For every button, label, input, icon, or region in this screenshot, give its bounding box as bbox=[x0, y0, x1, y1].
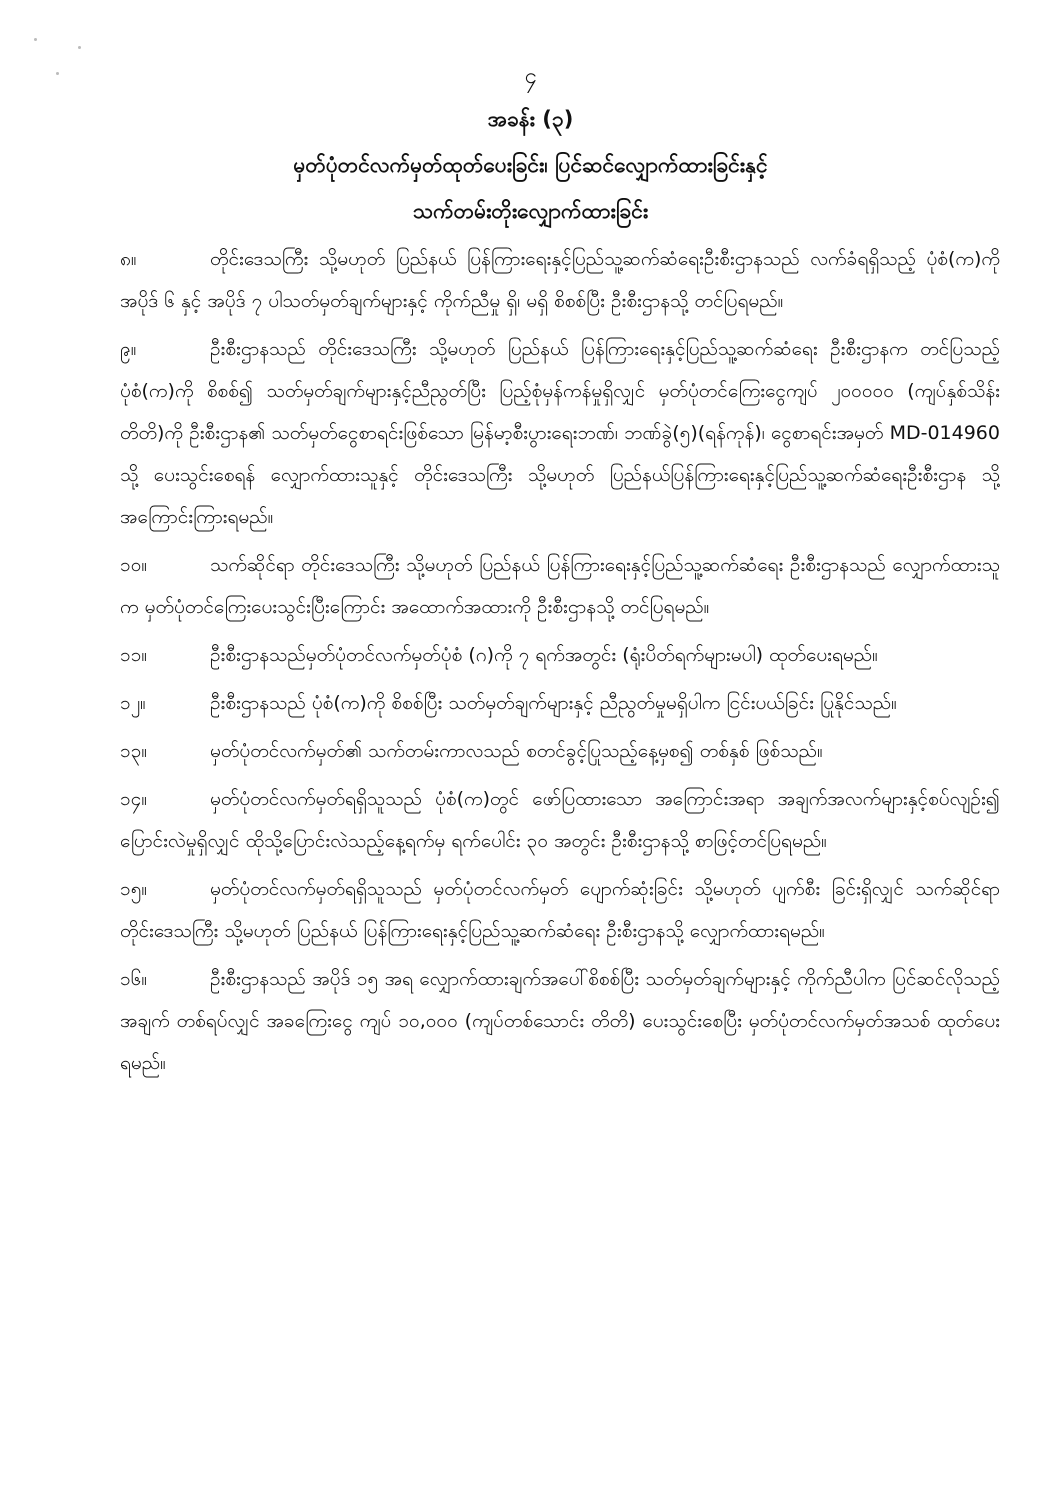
paragraph-text: မှတ်ပုံတင်လက်မှတ်၏ သက်တမ်းကာလသည် စတင်ခွင့်ပြုသည့်နေ့မှစ၍ တစ်နှစ် ဖြစ်သည်။ bbox=[210, 740, 823, 762]
document-body bbox=[120, 238, 1000, 1090]
chapter-title-line-1: မှတ်ပုံတင်လက်မှတ်ထုတ်ပေးခြင်း၊ ပြင်ဆင်လျှောက်ထားခြင်းနှင့် bbox=[293, 153, 768, 177]
paragraph-number: ၈။ bbox=[120, 248, 137, 270]
paragraph-text: မှတ်ပုံတင်လက်မှတ်ရရှိသူသည် မှတ်ပုံတင်လက်မှတ် ပျောက်ဆုံးခြင်း သို့မဟုတ် ပျက်စီး ခြင်းရှိလျှင် သက်ဆိုင်ရာ တိုင်းဒေသကြီး သို့မဟုတ် ပြည်နယ် ပြန်ကြားရေးနှင့်ပြည်သူ့ဆက်ဆံရေး ဦးစီးဌာနသို့ လျှောက်ထားရမည်။ bbox=[120, 878, 1000, 942]
paragraph-number: ၁၅။ bbox=[120, 878, 148, 900]
chapter-title-line-2: သက်တမ်းတိုးလျှောက်ထားခြင်း bbox=[412, 199, 649, 223]
paragraph-8 bbox=[120, 238, 1000, 322]
paragraph-text: တိုင်းဒေသကြီး သို့မဟုတ် ပြည်နယ် ပြန်ကြားရေးနှင့်ပြည်သူ့ဆက်ဆံရေးဦးစီးဌာနသည် လက်ခံရရှိသည့် ပုံစံ(က)ကို အပိုဒ် ၆ နှင့် အပိုဒ် ၇ ပါသတ်မှတ်ချက်များနှင့် ကိုက်ညီမှု ရှိ၊ မရှိ စိစစ်ပြီး ဦးစီးဌာနသို့ တင်ပြရမည်။ bbox=[120, 248, 1000, 312]
paragraph-9 bbox=[120, 328, 1000, 538]
paragraph-14 bbox=[120, 778, 1000, 862]
paragraph-10 bbox=[120, 544, 1000, 628]
paragraph-number: ၁၄။ bbox=[120, 788, 148, 810]
paragraph-number: ၁၀။ bbox=[120, 554, 148, 576]
paragraph-11 bbox=[120, 634, 1000, 676]
paragraph-number: ၁၂။ bbox=[120, 692, 146, 714]
page-number: ၄ bbox=[524, 64, 537, 89]
scan-speck bbox=[78, 46, 81, 49]
paragraph-text: ဦးစီးဌာနသည် အပိုဒ် ၁၅ အရ လျှောက်ထားချက်အပေါ်စိစစ်ပြီး သတ်မှတ်ချက်များနှင့် ကိုက်ညီပါက ပြင်ဆင်လိုသည့်အချက် တစ်ရပ်လျှင် အခကြေးငွေ ကျပ် ၁၀,၀၀၀ (ကျပ်တစ်သောင်း တိတိ) ပေးသွင်းစေပြီး မှတ်ပုံတင်လက်မှတ်အသစ် ထုတ်ပေးရမည်။ bbox=[120, 968, 1000, 1074]
paragraph-12 bbox=[120, 682, 1000, 724]
chapter-heading: အခန်း (၃) bbox=[487, 107, 574, 131]
paragraph-text: မှတ်ပုံတင်လက်မှတ်ရရှိသူသည် ပုံစံ(က)တွင် ဖော်ပြထားသော အကြောင်းအရာ အချက်အလက်များနှင့်စပ်လျဉ်း၍ ပြောင်းလဲမှုရှိလျှင် ထိုသို့ပြောင်းလဲသည့်နေ့ရက်မှ ရက်ပေါင်း ၃၀ အတွင်း ဦးစီးဌာနသို့ စာဖြင့်တင်ပြရမည်။ bbox=[120, 788, 1000, 852]
paragraph-number: ၁၆။ bbox=[120, 968, 148, 990]
paragraph-number: ၉။ bbox=[120, 338, 137, 360]
paragraph-text: ဦးစီးဌာနသည် တိုင်းဒေသကြီး သို့မဟုတ် ပြည်နယ် ပြန်ကြားရေးနှင့်ပြည်သူ့ဆက်ဆံရေး ဦးစီးဌာနက တင်ပြသည့် ပုံစံ(က)ကို စိစစ်၍ သတ်မှတ်ချက်များနှင့်ညီညွတ်ပြီး ပြည့်စုံမှန်ကန်မှုရှိလျှင် မှတ်ပုံတင်ကြေးငွေကျပ် ၂၀၀၀၀၀ (ကျပ်နှစ်သိန်းတိတိ)ကို ဦးစီးဌာန၏ သတ်မှတ်ငွေစာရင်းဖြစ်သော မြန်မာ့စီးပွားရေးဘဏ်၊ ဘဏ်ခွဲ(၅)(ရန်ကုန်)၊ ငွေစာရင်းအမှတ် MD-014960 သို့ ပေးသွင်းစေရန် လျှောက်ထားသူနှင့် တိုင်းဒေသကြီး သို့မဟုတ် ပြည်နယ်ပြန်ကြားရေးနှင့်ပြည်သူ့ဆက်ဆံရေးဦးစီးဌာန သို့ အကြောင်းကြားရမည်။ bbox=[120, 338, 1000, 528]
scan-speck bbox=[34, 38, 37, 41]
paragraph-text: ဦးစီးဌာနသည်မှတ်ပုံတင်လက်မှတ်ပုံစံ (ဂ)ကို ၇ ရက်အတွင်း (ရုံးပိတ်ရက်များမပါ) ထုတ်ပေးရမည်။ bbox=[210, 644, 878, 666]
paragraph-13 bbox=[120, 730, 1000, 772]
paragraph-text: သက်ဆိုင်ရာ တိုင်းဒေသကြီး သို့မဟုတ် ပြည်နယ် ပြန်ကြားရေးနှင့်ပြည်သူ့ဆက်ဆံရေး ဦးစီးဌာနသည် လျှောက်ထားသူက မှတ်ပုံတင်ကြေးပေးသွင်းပြီးကြောင်း အထောက်အထားကို ဦးစီးဌာနသို့ တင်ပြရမည်။ bbox=[120, 554, 1000, 618]
paragraph-16 bbox=[120, 958, 1000, 1084]
paragraph-15 bbox=[120, 868, 1000, 952]
paragraph-number: ၁၃။ bbox=[120, 740, 148, 762]
paragraph-text: ဦးစီးဌာနသည် ပုံစံ(က)ကို စိစစ်ပြီး သတ်မှတ်ချက်များနှင့် ညီညွတ်မှုမရှိပါက ငြင်းပယ်ခြင်း ပြုနိုင်သည်။ bbox=[210, 692, 897, 714]
paragraph-number: ၁၁။ bbox=[120, 644, 148, 666]
